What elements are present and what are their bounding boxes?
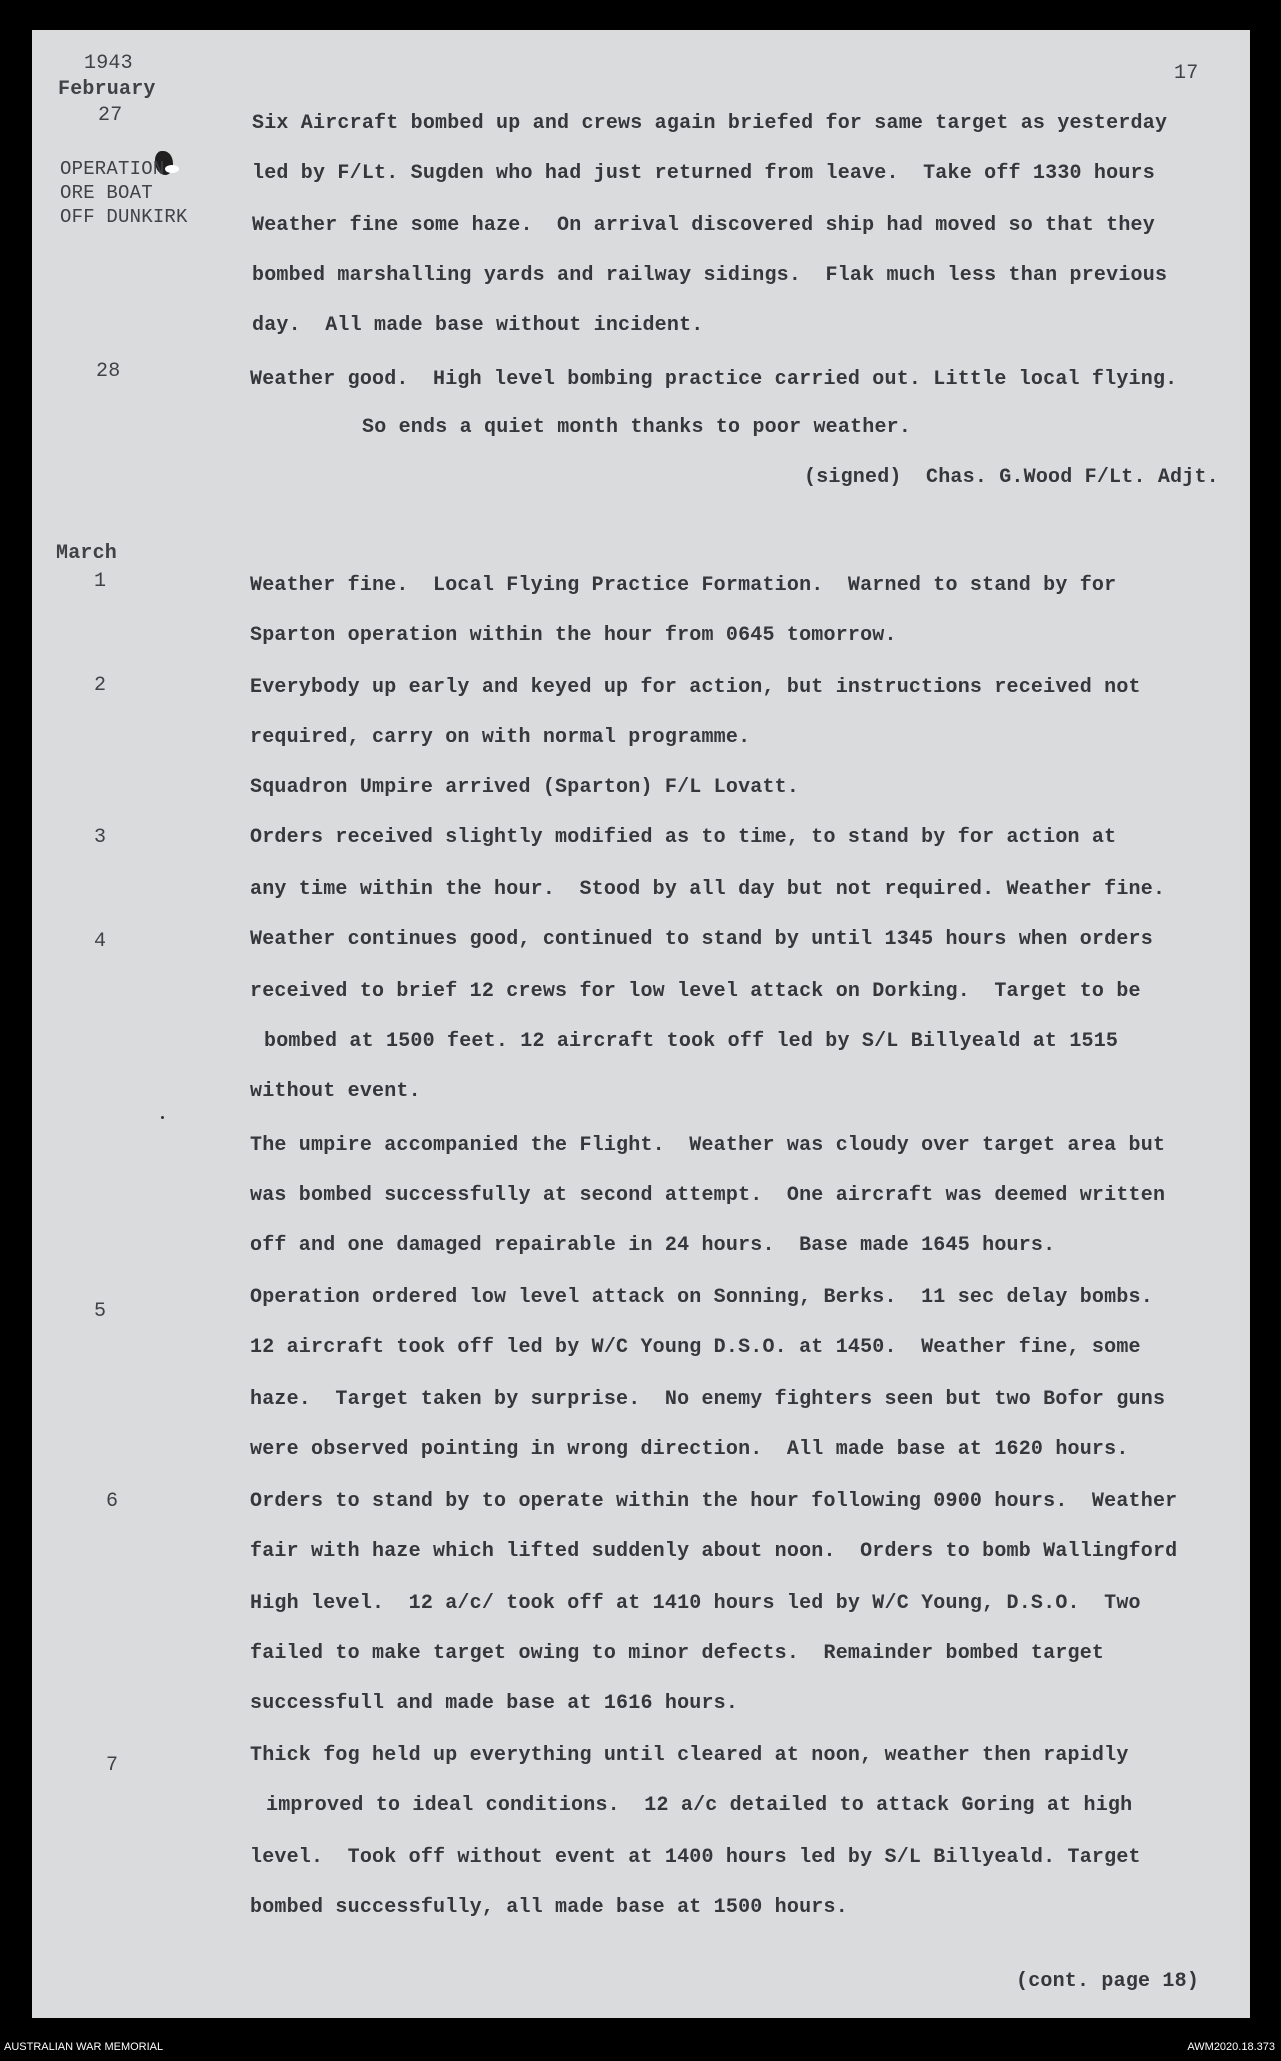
date-march-5: 5 — [94, 1300, 107, 1323]
footer-reference: AWM2020.18.373 — [1187, 2041, 1275, 2053]
date-27: 27 — [98, 104, 123, 127]
date-march-2: 2 — [94, 674, 107, 697]
text-line: Operation ordered low level attack on Sonning, Berks. 11 sec delay bombs. — [250, 1286, 1153, 1309]
text-line: failed to make target owing to minor defects. Remainder bombed target — [250, 1642, 1105, 1665]
text-line: bombed marshalling yards and railway sidings. Flak much less than previous — [252, 264, 1168, 287]
date-march-3: 3 — [94, 826, 107, 849]
text-line: were observed pointing in wrong direction. All made base at 1620 hours. — [250, 1438, 1129, 1461]
year-heading: 1943 — [84, 52, 133, 75]
text-line: level. Took off without event at 1400 hours led by S/L Billyeald. Target — [250, 1846, 1141, 1869]
text-line: successfull and made base at 1616 hours. — [250, 1692, 739, 1715]
text-line: Weather continues good, continued to stand by until 1345 hours when orders — [250, 928, 1153, 951]
text-line: any time within the hour. Stood by all day but not required. Weather fine. — [250, 878, 1166, 901]
page-number: 17 — [1174, 62, 1199, 85]
date-march-4: 4 — [94, 930, 107, 953]
footer-institution: AUSTRALIAN WAR MEMORIAL — [4, 2041, 164, 2053]
text-line: The umpire accompanied the Flight. Weather was cloudy over target area but — [250, 1134, 1166, 1157]
text-line: Weather good. High level bombing practice carried out. Little local flying. — [250, 368, 1178, 391]
date-march-7: 7 — [106, 1754, 119, 1777]
text-line: Everybody up early and keyed up for action, but instructions received not — [250, 676, 1141, 699]
text-line: required, carry on with normal programme. — [250, 726, 751, 749]
archive-footer — [0, 2033, 1281, 2061]
text-line: Weather fine some haze. On arrival discovered ship had moved so that they — [252, 214, 1155, 237]
text-line: Six Aircraft bombed up and crews again briefed for same target as yesterday — [252, 112, 1168, 135]
operation-label-line2: ORE BOAT — [60, 182, 153, 204]
text-line: Sparton operation within the hour from 0645 tomorrow. — [250, 624, 897, 647]
text-line: High level. 12 a/c/ took off at 1410 hours led by W/C Young, D.S.O. Two — [250, 1592, 1141, 1615]
month-february: February — [58, 78, 156, 101]
text-line: Thick fog held up everything until cleared at noon, weather then rapidly — [250, 1744, 1129, 1767]
text-line: fair with haze which lifted suddenly about noon. Orders to bomb Wallingford — [250, 1540, 1178, 1563]
date-march-6: 6 — [106, 1490, 119, 1513]
continuation-note: (cont. page 18) — [1016, 1970, 1200, 1993]
operation-label-line3: OFF DUNKIRK — [60, 206, 188, 228]
text-line: 12 aircraft took off led by W/C Young D.S.O. at 1450. Weather fine, some — [250, 1336, 1141, 1359]
text-line: off and one damaged repairable in 24 hours. Base made 1645 hours. — [250, 1234, 1056, 1257]
month-march: March — [56, 542, 118, 565]
text-line: bombed successfully, all made base at 1500 hours. — [250, 1896, 848, 1919]
text-line: Orders to stand by to operate within the hour following 0900 hours. Weather — [250, 1490, 1178, 1513]
text-line: received to brief 12 crews for low level attack on Dorking. Target to be — [250, 980, 1141, 1003]
text-line: led by F/Lt. Sugden who had just returned from leave. Take off 1330 hours — [252, 162, 1155, 185]
text-line: Squadron Umpire arrived (Sparton) F/L Lovatt. — [250, 776, 800, 799]
text-line: day. All made base without incident. — [252, 314, 704, 337]
text-line: was bombed successfully at second attempt. One aircraft was deemed written — [250, 1184, 1166, 1207]
text-line: bombed at 1500 feet. 12 aircraft took off led by S/L Billyeald at 1515 — [264, 1030, 1119, 1053]
text-line: So ends a quiet month thanks to poor weather. — [362, 416, 912, 439]
text-line: without event. — [250, 1080, 421, 1103]
date-march-1: 1 — [94, 570, 107, 593]
operation-label-line1: OPERATION — [60, 158, 165, 180]
text-line: improved to ideal conditions. 12 a/c detailed to attack Goring at high — [266, 1794, 1133, 1817]
date-28: 28 — [96, 360, 121, 383]
ink-dot-mark — [161, 1116, 164, 1119]
text-line: Orders received slightly modified as to time, to stand by for action at — [250, 826, 1117, 849]
text-line: haze. Target taken by surprise. No enemy fighters seen but two Bofor guns — [250, 1388, 1166, 1411]
signature-line: (signed) Chas. G.Wood F/Lt. Adjt. — [804, 466, 1219, 489]
text-line: Weather fine. Local Flying Practice Formation. Warned to stand by for — [250, 574, 1117, 597]
document-page — [32, 30, 1250, 2018]
